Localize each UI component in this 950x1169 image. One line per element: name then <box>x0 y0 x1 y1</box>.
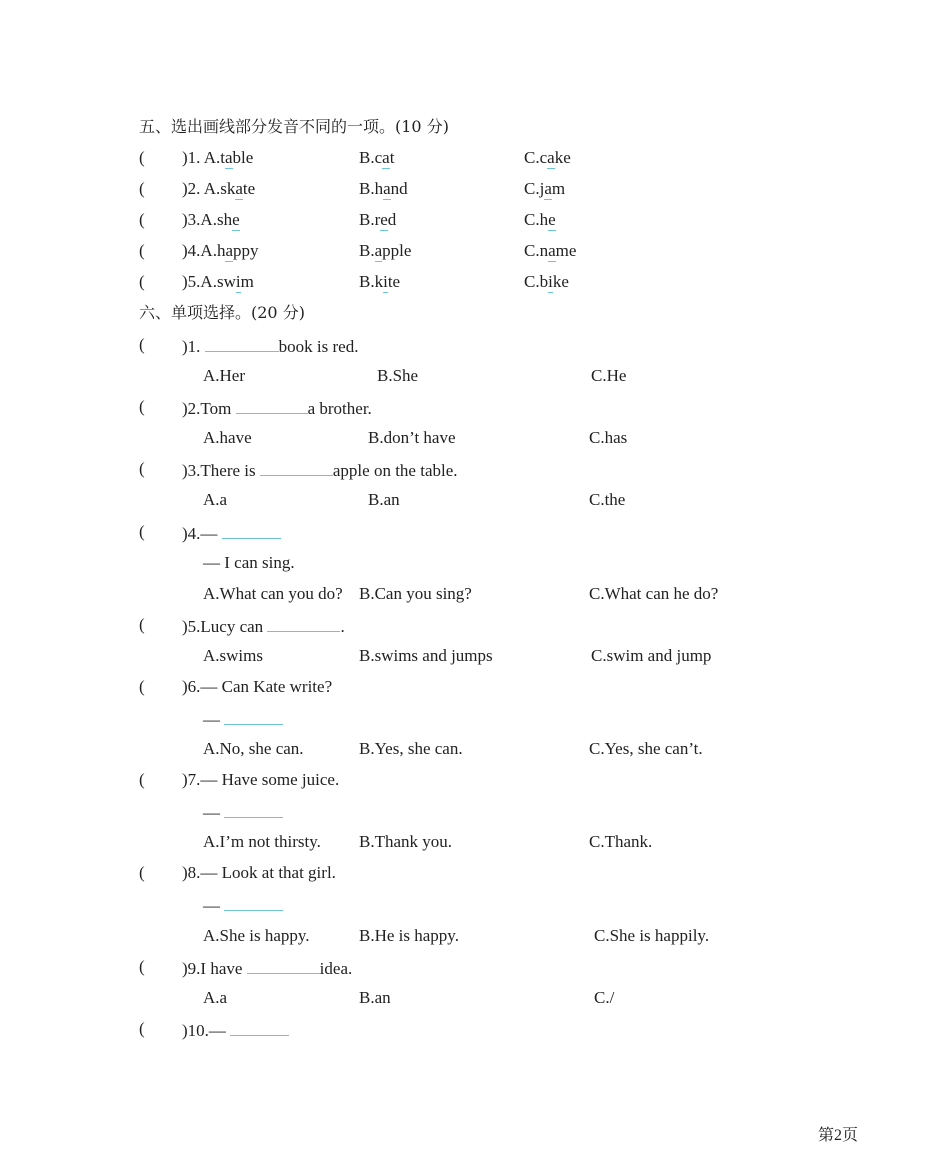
q6-option-c: C.Yes, she can’t. <box>589 739 703 758</box>
answer-paren: ( <box>139 957 145 976</box>
option-a: )5.A.swim <box>182 272 254 291</box>
option-a: )1. A.table <box>182 148 254 167</box>
q6-option-a: A.No, she can. <box>203 739 304 758</box>
option-c: C.he <box>524 210 556 229</box>
option-b: B.cat <box>359 148 395 167</box>
option-b: B.red <box>359 210 397 229</box>
question-7: )7.— Have some juice. <box>182 770 340 789</box>
q8-option-b: B.He is happy. <box>359 926 459 945</box>
question-8: )8.— Look at that girl. <box>182 863 336 882</box>
q9-option-c: C./ <box>594 988 615 1007</box>
question-6: )6.— Can Kate write? <box>182 677 333 696</box>
answer-paren: ( <box>139 615 145 634</box>
option-c: C.bike <box>524 272 569 291</box>
option-b: B.apple <box>359 241 412 260</box>
answer-blank[interactable] <box>224 801 283 818</box>
answer-paren: ( <box>139 770 145 789</box>
q1-option-c: C.He <box>591 366 627 385</box>
q4-option-a: A.What can you do? <box>203 584 343 603</box>
question-1: )1. book is red. <box>182 337 359 356</box>
answer-blank[interactable] <box>224 708 283 725</box>
q8-option-a: A.She is happy. <box>203 926 310 945</box>
q2-option-a: A.have <box>203 428 252 447</box>
q9-option-a: A.a <box>203 988 228 1007</box>
q6-option-b: B.Yes, she can. <box>359 739 463 758</box>
q3-option-b: B.an <box>368 490 400 509</box>
answer-blank[interactable] <box>222 522 281 539</box>
option-a: )4.A.happy <box>182 241 259 260</box>
q5-option-c: C.swim and jump <box>591 646 712 665</box>
answer-paren: ( <box>139 397 145 416</box>
question-10: )10.— <box>182 1019 289 1041</box>
answer-paren: ( <box>139 148 145 167</box>
answer-paren: ( <box>139 1019 145 1038</box>
q4-option-c: C.What can he do? <box>589 584 719 603</box>
page-number: 第2页 <box>818 1127 859 1144</box>
section-6-title: 六、单项选择。(20 分) <box>139 303 305 322</box>
option-a: )2. A.skate <box>182 179 256 198</box>
q6-reply-line: — <box>203 708 283 730</box>
answer-blank[interactable] <box>236 397 308 414</box>
answer-paren: ( <box>139 459 145 478</box>
option-b: B.hand <box>359 179 408 198</box>
question-4: )4.— <box>182 522 281 544</box>
q7-option-a: A.I’m not thirsty. <box>203 832 321 851</box>
q3-option-a: A.a <box>203 490 228 509</box>
answer-paren: ( <box>139 241 145 260</box>
q7-reply-line: — <box>203 801 283 823</box>
q8-option-c: C.She is happily. <box>594 926 710 945</box>
q4-option-b: B.Can you sing? <box>359 584 472 603</box>
option-c: C.jam <box>524 179 566 198</box>
answer-paren: ( <box>139 335 145 354</box>
answer-blank[interactable] <box>205 335 279 352</box>
question-9: )9.I have idea. <box>182 959 353 978</box>
option-a: )3.A.she <box>182 210 240 229</box>
question-2: )2.Tom a brother. <box>182 399 372 418</box>
q1-option-b: B.She <box>377 366 419 385</box>
answer-blank[interactable] <box>267 615 340 632</box>
answer-blank[interactable] <box>247 957 320 974</box>
answer-paren: ( <box>139 179 145 198</box>
q2-option-b: B.don’t have <box>368 428 456 447</box>
answer-paren: ( <box>139 210 145 229</box>
q7-option-b: B.Thank you. <box>359 832 453 851</box>
question-3: )3.There is apple on the table. <box>182 461 458 480</box>
option-b: B.kite <box>359 272 401 291</box>
q2-option-c: C.has <box>589 428 628 447</box>
q3-option-c: C.the <box>589 490 626 509</box>
answer-paren: ( <box>139 272 145 291</box>
q7-option-c: C.Thank. <box>589 832 653 851</box>
option-c: C.name <box>524 241 577 260</box>
q9-option-b: B.an <box>359 988 391 1007</box>
answer-paren: ( <box>139 522 145 541</box>
answer-blank[interactable] <box>224 894 283 911</box>
answer-paren: ( <box>139 677 145 696</box>
answer-blank[interactable] <box>230 1019 289 1036</box>
q4-response: — I can sing. <box>203 553 295 572</box>
q1-option-a: A.Her <box>203 366 246 385</box>
section-5-title: 五、选出画线部分发音不同的一项。(10 分) <box>139 117 449 136</box>
option-c: C.cake <box>524 148 571 167</box>
q8-reply-line: — <box>203 894 283 916</box>
q5-option-b: B.swims and jumps <box>359 646 493 665</box>
q5-option-a: A.swims <box>203 646 263 665</box>
question-5: )5.Lucy can . <box>182 617 345 636</box>
answer-blank[interactable] <box>260 459 333 476</box>
answer-paren: ( <box>139 863 145 882</box>
